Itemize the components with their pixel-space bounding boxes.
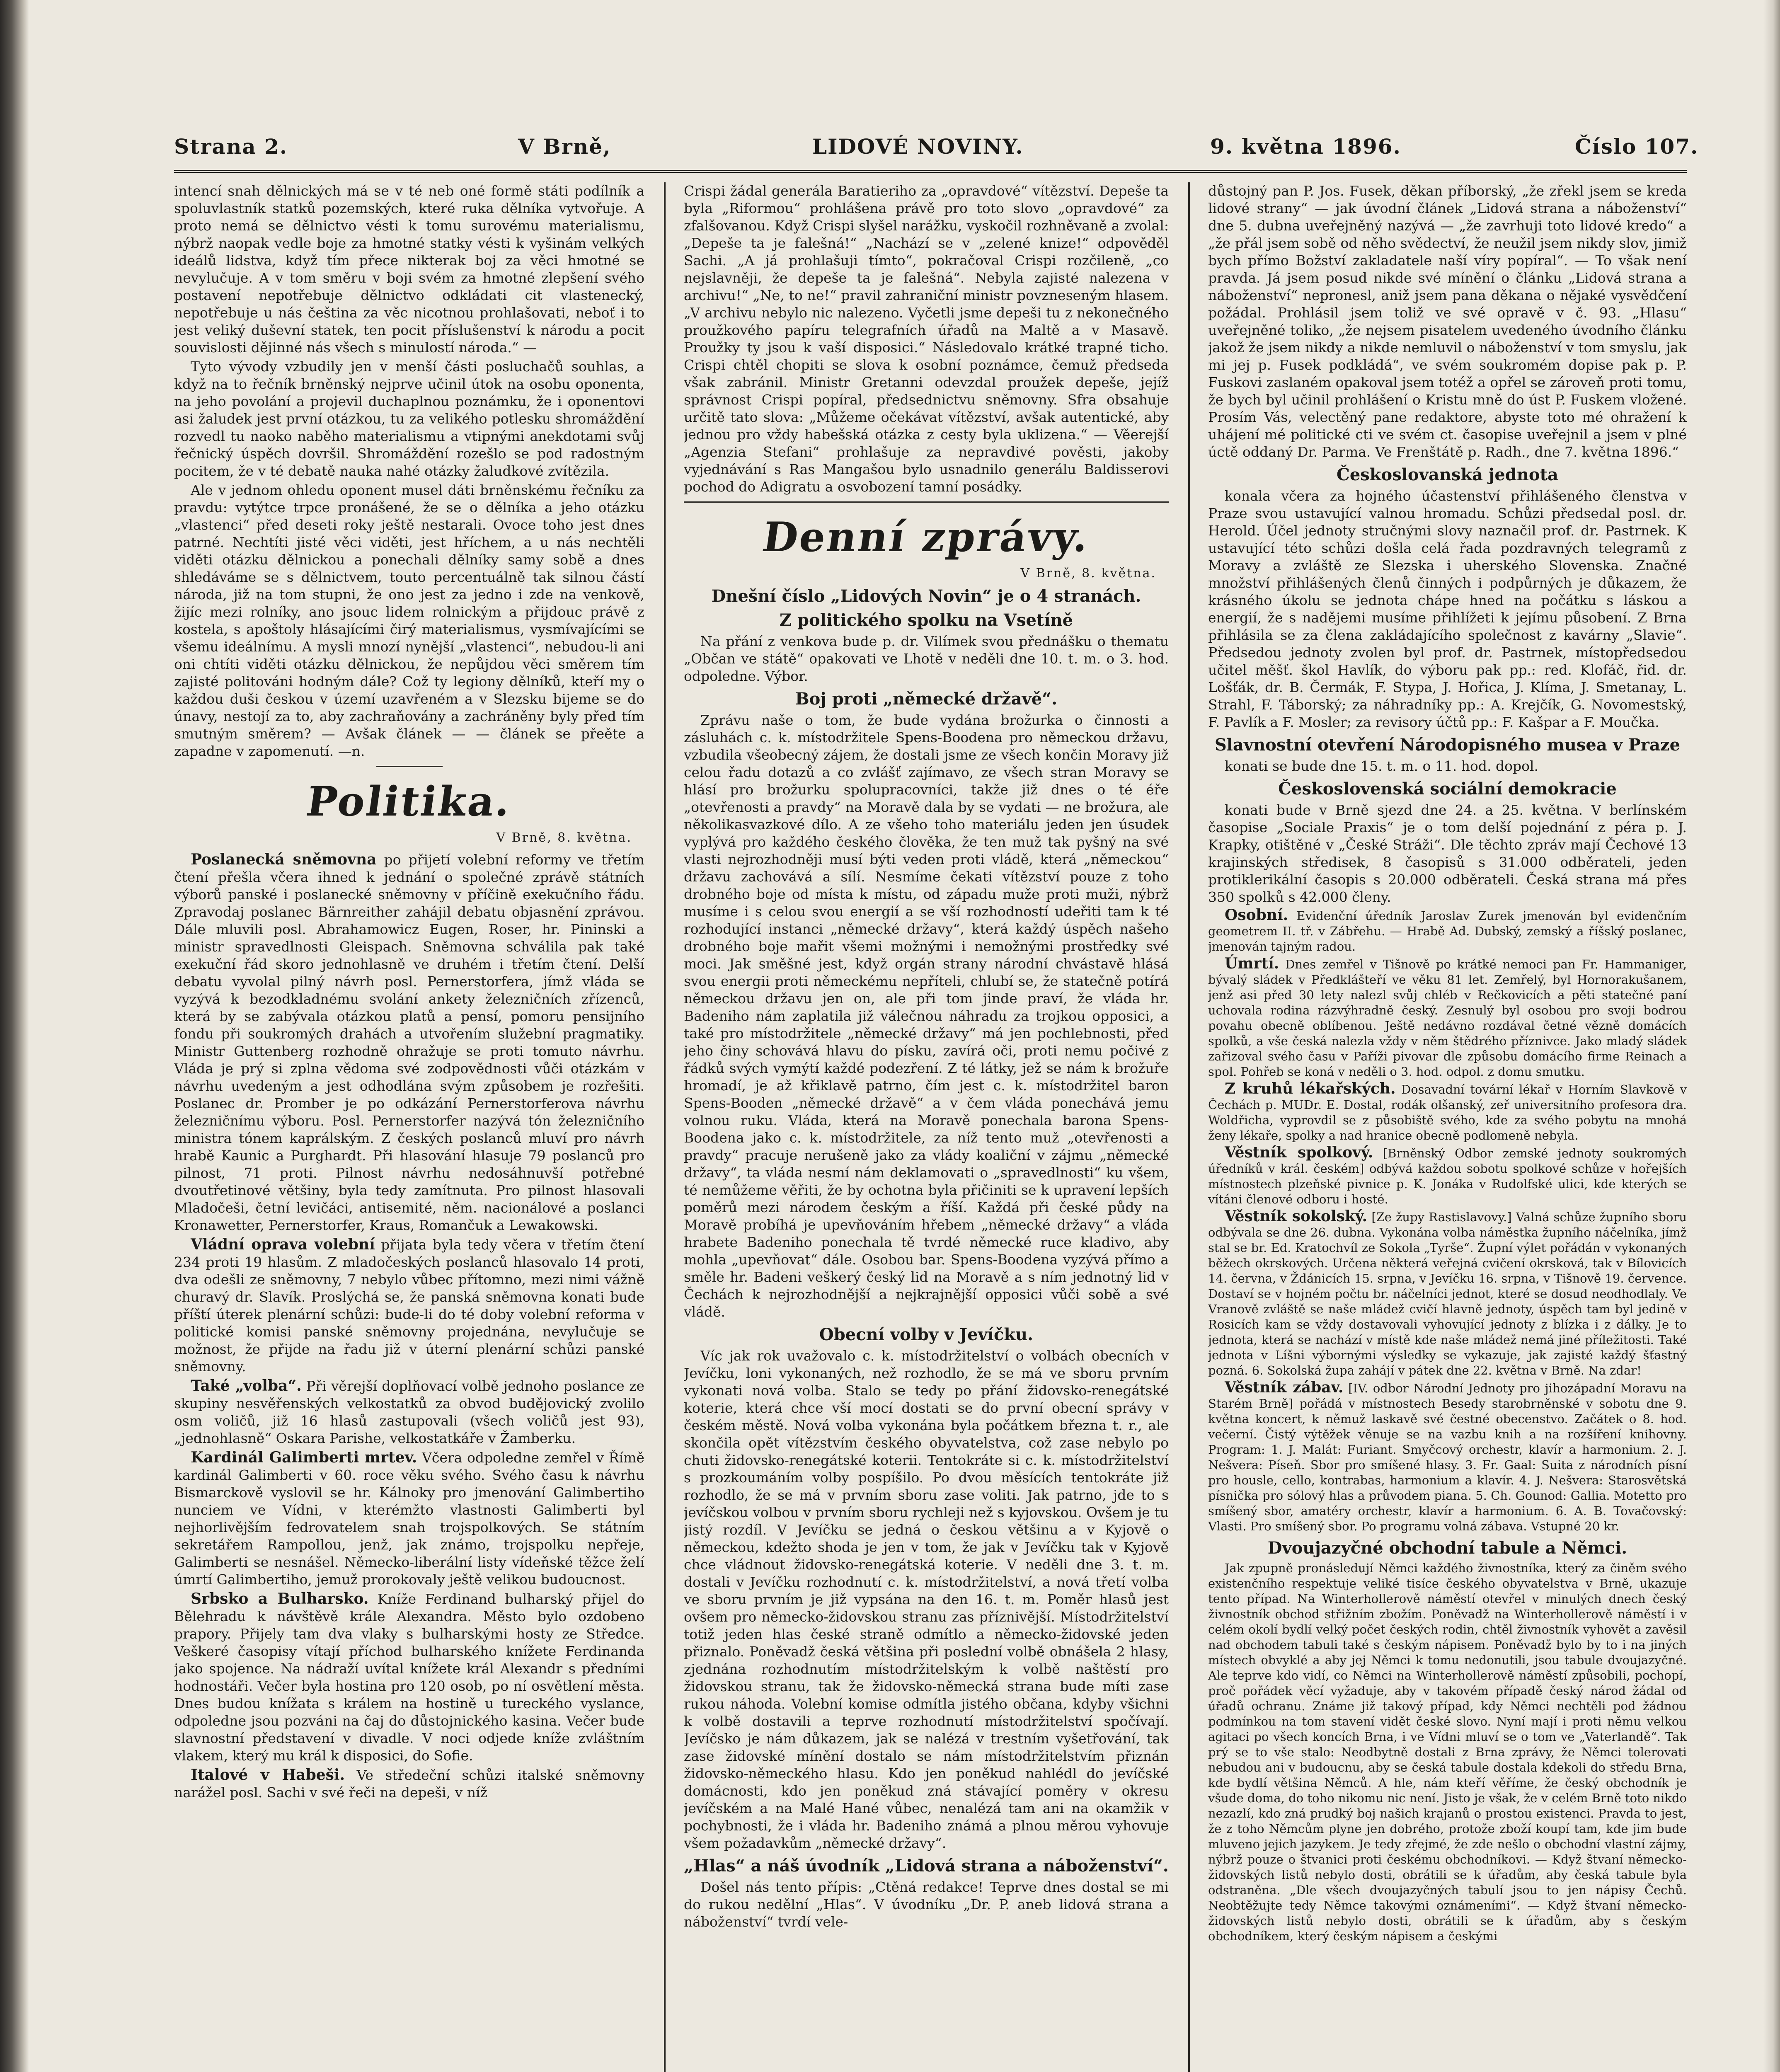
news-item-head: Obecní volby v Jevíčku. <box>819 1325 1034 1344</box>
news-item-head: Vládní oprava volební <box>191 1236 375 1253</box>
news-item-text: konati bude v Brně sjezd dne 24. a 25. května. V berlínském časopise „Sociale Praxis“ je o tom delší pojednání z péra p. J. Krapky, otištěné v „České Stráži“. Dle těchto zpráv mají Čechové 13 krajinských středisek, 8 časopisů s 31.000 odběrateli, jeden protiklerikální časopis s 20.000 odběrateli. Česká strana má přes 350 spolků s 42.000 členy. <box>1208 802 1687 905</box>
column-2 <box>684 182 1169 2072</box>
news-item-head: Dvoujazyčné obchodní tabule a Němci. <box>1267 1538 1627 1558</box>
news-item <box>174 1377 644 1447</box>
dateline-place: V Brně, <box>518 134 611 159</box>
news-item-head: Také „volba“. <box>191 1377 302 1394</box>
news-item-text: Při věrejší doplňovací volbě jednoho poslance ze skupiny nesvěřenských velkostatků za obvod budějovický zvolilo osm voličů, již 16 hlasů zastupovali (všech voličů jest 93), „jednohlasně“ Oskara Parishe, velkostatkáře v Žamberku. <box>174 1378 644 1446</box>
news-item-text: Evidenční úředník Jaroslav Zurek jmenován byl evidenčním geometrem II. tř. v Zábřehu. — Hrabě Ad. Dubský, zemský a říšský poslanec, jmenován tajným radou. <box>1208 909 1687 954</box>
news-item-head: Československá sociální demokracie <box>1278 779 1617 799</box>
news-item-text: Ve středeční schůzi italské sněmovny narážel posl. Sachi v své řeči na depeši, v níž <box>174 1767 644 1801</box>
section-divider <box>376 766 443 767</box>
scan-right-edge <box>1763 0 1780 2072</box>
news-item-head: Z politického spolku na Vsetíně <box>779 610 1073 630</box>
news-item <box>174 1449 644 1588</box>
news-item-head: Srbsko a Bulharsko. <box>191 1590 369 1607</box>
news-item-text: konala včera za hojného účastenství přihlášeného členstva v Praze svou ustavující valnou hromadu. Schůzi předsedal posl. dr. Herold. Účel jednoty stručnými slovy naznačil prof. dr. Pastrnek. K ustavující této schůzi došla celá řada pozdravných telegramů z Moravy a zvláště ze Slezska i uherského Slovenska. Značné množství přihlášených členů činných i podpůrných je důkazem, že krásného úkolu se jednota chápe hned na počátku s láskou a energií, že s nadějemi musíme přihlížeti k jejímu působení. Z Brna přihlásila se za člena zakládajícího společnost z kavárny „Slavie“. Předsedou jednoty zvolen byl prof. dr. Pastrnek, místopředsedou učitel měšť. škol Havlík, do výboru pak pp.: red. Klofáč, řid. dr. Lošťák, dr. B. Čermák, F. Stypa, J. Hořica, J. Klíma, J. Smetanay, L. Strahl, F. Táborský; za náhradníky pp.: A. Krejčík, G. Novomestský, F. Pavlík a F. Mosler; za revisory účtů pp.: F. Kašpar a F. Moučka. <box>1208 488 1687 730</box>
news-item <box>1208 1145 1687 1207</box>
news-item-text: [Ze župy Rastislavovy.] Valná schůze župního sboru odbývala se dne 26. dubna. Vykonána volba náměstka župního náčelníka, jímž stal se br. Ed. Kratochvíl ze Sokola „Tyrše“. Župní výlet pořádán v vykonaných běžech okrskových. Určena některá veřejná cvičení okrsková, tak v Bílovicích 14. června, v Ždánicích 15. srpna, v Jevíčku 16. srpna, v Tišnově 19. července. Dostaví se v hojném počtu br. náčelníci jednot, které se dosud neodhodlaly. Ve Vranově zvláště se naše mládež cvičí hlavně jednoty, úspěch tam byl jedině v Rosicích kam se vždy dostavovali vyhovující jednoty z blízka i z dálky. Je to jednota, která se nachází v místě kde naše mládež nemá jiné příležitosti. Také jednota v Líšni výbornými výsledky se vykazuje, jak zajisté každý šťastný pozná. 6. Sokolská župa zahájí v pátek dne 22. května v Brně. Na zdar! <box>1208 1210 1687 1377</box>
news-item-text: Došel nás tento přípis: „Ctěná redakce! Teprve dnes dostal se mi do rukou nedělní „Hlas“. V úvodníku „Dr. P. aneb lidová strana a náboženství“ tvrdí vele- <box>684 1879 1169 1930</box>
scan-binding-edge <box>0 0 29 2072</box>
news-item-text: [IV. odbor Národní Jednoty pro jihozápadní Moravu na Starém Brně] pořádá v místnostech Besedy starobrněnské v sobotu dne 9. května koncert, k němuž laskavě své čestné obecenstvo. Začátek o 8. hod. večerní. Čistý výtěžek věnuje se na vazbu knih a na rozšíření knihovny. Program: 1. J. Malát: Furiant. Smyčcový orchestr, klavír a harmonium. 2. J. Nešvera: Píseň. Sbor pro smíšené hlasy. 3. Fr. Gaal: Suita z národních písní pro housle, cello, kontrabas, harmonium a klavír. 4. J. Nešvera: Starosvětská písnička pro sólový hlas a průvodem piana. 5. Ch. Gounod: Gallia. Motetto pro smíšený sbor, amatéry orchestr, klavír a harmonium. 6. A. B. Tovačovský: Vlasti. Pro smíšený sbor. Po programu volná zábava. Vstupné 20 kr. <box>1208 1381 1687 1533</box>
section-dateline: V Brně, 8. května. <box>496 830 632 845</box>
issue-notice: Dnešní číslo „Lidových Novin“ je o 4 stranách. <box>711 586 1141 606</box>
news-item <box>1208 1380 1687 1534</box>
news-item <box>174 1236 644 1375</box>
news-item-text: přijata byla tedy včera v třetím čtení 234 proti 19 hlasům. Z mladočeských poslanců hlasovalo 14 proti, dva odešli ze sněmovny, 7 nebylo vůbec přítomno, mezi nimi vážně churavý dr. Slavík. Proslýchá se, že panská sněmovna konati bude příští úterek plenární schůzi: bude-li do té doby volební reforma v politické komisi panské sněmovny projednána, nevylučuje se možnost, že přijde na řadu již v úterní plenární schůzi panské sněmovny. <box>174 1237 644 1375</box>
news-item-head: Boj proti „německé državě“. <box>795 689 1058 709</box>
column-1 <box>174 182 644 2072</box>
article-paragraph: intencí snah dělnických má se v té neb oné formě státi podílník a spoluvlastník statků pozemských, které ruka dělníka vytvořuje. A proto nemá se dělnictvo vésti k tomu surovému materialismu, nýbrž naopak vedle boje za hmotné statky vésti k vyšinám velkých ideálů lidstva, když tím přece nikterak boj za věci hmotné se nevylučuje. A v tom směru v boji svém za hmotné zlepšení svého postavení nepotřebuje dělnictvo odkládati cit vlastenecký, nepotřebuje u nás čeština za věc nicotnou prohlašovati, neboť i to jest veliký duševní statek, ten pocit příslušenství k národu a pocit souvislosti dějinné nás všech s minulostí národa.“ — <box>174 183 644 356</box>
news-item-head: Věstník sokolský. <box>1225 1208 1368 1225</box>
article-paragraph: Ale v jednom ohledu oponent musel dáti brněnskému řečníku za pravdu: vytýtce trpce pronášené, že se o dělníka a jeho otázku „vlastenci“ před deseti roky ještě nestarali. Ovoce toho jest dnes patrné. Nechtíti jisté věci viděti, jest hříchem, a u nás nechtěli viděti otázku dělnickou a ponechali dělníky samy sobě a dnes shledáváme se s dělnictvem, touto percentuálně tak silnou částí národa, již na tom stupni, že ono jest za jedno i zde na venkově, žijíc mezi rolníky, ano jsouc lidem rolnickým a přijdouc právě z kostela, s apoštoly hlásajícími čirý materialismus, vysmívajícími se všemu ideálnímu. A mysli mnozí nynější „vlastenci“, nebudou-li ani oni chtíti viděti otázku dělnickou, že nepůjdou věci směrem tím zajisté politováni hodným dále? Což ty legiony dělníků, kteří my o každou duši českou v území uzavřeném a v Slezsku bijeme se do únavy, nestojí za to, aby zachraňovány a zachráněny byly před tím smutným směrem? — Avšak článek — — článek se přeěte a zapadne v zapomenutí. —n. <box>174 482 644 759</box>
news-item-head: Poslanecká sněmovna <box>191 851 377 868</box>
column-divider <box>664 182 666 2072</box>
section-divider <box>684 501 1169 503</box>
article-paragraph: důstojný pan P. Jos. Fusek, děkan příborský, „že zřekl jsem se kreda lidové strany“ — jak úvodní článek „Lidová strana a náboženství“ dne 5. dubna uveřejněný nazývá — „že zavrhuji toto lidové kredo“ a „že přál jsem sobě od něho svědectví, že neužil jsem nikdy slov, jimiž bych přímo Božství zakladatele naší víry popíral“. — To však není pravda. Já jsem posud nikde své mínění o článku „Lidová strana a náboženství“ nepronesl, aniž jsem pana děkana o nějaké vysvědčení požádal. Prohlásil jsem toliž ve své opravě v č. 93. „Hlasu“ uveřejněné toliko, „že nejsem pisatelem uvedeného úvodního článku jakož že jsem nikdy a nikde nemluvil o náboženství v tom smyslu, jak mi jej p. Fusek podkládá“, ve svém soukromém dopise pak p. P. Fuskovi zaslaném opakoval jsem totéž a opřel se zároveň proti tomu, že bych byl učinil prohlášení o Kristu mně do úst P. Fuskem vložené. Prosím Vás, velectěný pane redaktore, abyste toto mé ohražení k uhájení mé politické cti ve svém ct. časopise uveřejnil a jsem v plné úctě oddaný Dr. Parma. Ve Frenštátě p. Radh., dne 7. května 1896.“ <box>1208 183 1687 460</box>
news-item-head: Slavnostní otevření Národopisného musea v Praze <box>1214 735 1681 755</box>
news-item <box>1208 908 1687 954</box>
news-item <box>1208 1209 1687 1378</box>
news-item-head: Z kruhů lékařských. <box>1225 1080 1396 1097</box>
section-dateline: V Brně, 8. května. <box>1020 566 1156 581</box>
issue-date: 9. května 1896. <box>1210 134 1401 159</box>
newspaper-title: LIDOVÉ NOVINY. <box>812 134 1024 159</box>
news-item-text: Zprávu naše o tom, že bude vydána brožurka o činnosti a zásluhách c. k. místodržitele Spens-Boodena pro německou državu, vzbudila všeobecný zájem, že dostali jsme ze všech končin Moravy již celou řadu dotazů a co zvlášť zajímavo, ze všech stran Moravy se hlásí pro brožurku spolupracovníci, takže již dnes o té éře „otevřenosti a pravdy“ na Moravě dala by se vydati — ne brožura, ale několikasvazkové dílo. A ze všeho toho materiálu jeden jen úsudek vyplývá pro každého českého člověka, že ten muž tak pyšný na své vlasti nejrozhodněji musí býti veden proti vládě, která „německou“ državu zachovává a sílí. Nesmíme čekati vítězství pouze z toho drobného boje od místa k místu, od západu muže proti muži, nýbrž musíme i s celou svou energií a se vší rozhodností udeřiti tam k té rozhodující instanci „německé državy“, která každý úspěch našeho drobného boje mařit všemi možnými i nemožnými prostředky své moci. Jak směšné jest, když orgán strany národní chvástavě hlásá svou energii proti německému nepříteli, chlubí se, že statečně potírá německou državu jen on, ale při tom jinde praví, že vláda hr. Badeniho nám zaplatila již válečnou náhradu za trojkou opposici, a také pro místodržitele „německé državy“ má jen pochlebnosti, před jeho činy schovává hlavu do písku, zavírá oči, proti nemu počivé z řádků svých vymýtí každé podezření. Z té látky, jež se nám k brožuře hromadí, je až křiklavě patrno, čím jest c. k. místodržitel baron Spens-Booden „německé državě“ a v čem vláda ponechává jemu volnou ruku. Vláda, která na Moravě ponechala barona Spens-Boodena jako c. k. místodržitele, za níž tento muž „otevřenosti a pravdy“ pracuje nerušeně jako za vlády koaliční v zájmu „německé državy“, ta vláda nesmí nám deklamovati o „spravedlnosti“ ku všem, té nemůžeme věřiti, že by ochotna byla přičiniti se k upravení lepších poměrů mezi národem českým a říší. Každá při české půdy na Moravě probíhá je upevňováním hřebem „německé državy“ a vláda hrabete Badeniho ponechala tě tvrdé německé ruce kladivo, aby mohla „upevňovat“ dále. Osobou bar. Spens-Boodena vyzývá přímo a směle hr. Badeni veškerý český lid na Moravě a s ním jednotný lid v Čechách k nejrozhodnější a nejkrajnější opposici vůči sobě a své vládě. <box>684 712 1169 1320</box>
news-item-head: „Hlas“ a náš úvodník „Lidová strana a náboženství“. <box>684 1856 1169 1876</box>
news-item-head: Kardinál Galimberti mrtev. <box>191 1449 417 1466</box>
article-paragraph: Tyto vývody vzbudily jen v menší části posluchačů souhlas, a když na to řečník brněnský nejprve učinil útok na osobu oponenta, na jeho povolání a projevil duchaplnou poznámku, že i oponentovi asi žaludek jest první otázkou, tu za velikého potlesku shromáždění rozvedl tu naoko naběho materialismu a vtipnými anekdotami svůj řečnický úspěch dovršil. Shromáždění rozešlo se pod radostným pocitem, že v té debatě nauka nahé otázky žaludkové zvítězila. <box>174 358 644 479</box>
news-item-text: Dnes zemřel v Tišnově po krátké nemoci pan Fr. Hammaniger, bývalý sládek v Předklášteří ve věku 81 let. Zemřelý, byl Hornorakušanem, jenž asi před 30 lety nalezl svůj chléb v Rečkovicích a pěti statečné paní uchovala rodina rázvýhradně český. Zesnulý byl osobou pro svoji bodrou povahu obecně oblíbenou. Ještě nedávno rozdával četné vězně domácích spolků, a vše česká nalezla vždy v něm štědrého příznivce. Jako mladý sládek zařizoval svého času v Paříži pivovar dle způsobu domácího firme Reinach a spol. Pohřeb se koná v neděli o 3. hod. odpol. z domu smutku. <box>1208 957 1687 1079</box>
news-item-head: Úmrtí. <box>1225 955 1279 972</box>
column-divider <box>1188 182 1190 2072</box>
masthead-rule <box>174 170 1687 173</box>
news-item-text: konati se bude dne 15. t. m. o 11. hod. dopol. <box>1225 758 1539 774</box>
article-paragraph: Crispi žádal generála Baratieriho za „opravdové“ vítězství. Depeše ta byla „Riformou“ prohlášena právě pro toto slovo „opravdové“ za zfalšovanou. Když Crispi slyšel narážku, vyskočil rozhněvaně a zvolal: „Depeše ta je falešná!“ „Nachází se v „zelené knize!“ odpověděl Sachi. „A já prohlašuji tímto“, pokračoval Crispi rozčileně, „co nejslavněji, že depeše ta je falešná“. Nebyla zajisté nalezena v archivu!“ „Ne, to ne!“ pravil zahraniční ministr povzneseným hlasem. „V archivu nebylo nic nalezeno. Vyčetli jsme depeši tu z nekonečného proužkového papíru telegrafních úřadů na Maltě a v Masavě. Proužky ty jsou k vaší disposici.“ Následovalo krátké trapné ticho. Crispi chtěl chopiti se slova k osobní poznámce, čemuž předseda však zabránil. Ministr Gretanni odevzdal proužek depeše, jejíž správnost Crispi popíral, předsednictvu sněmovny. Sfra obsahuje určitě tato slova: „Můžeme očekávat vítězství, avšak autentické, aby jednou pro vždy habešská otázka z cesty byla uklizena.“ — Věerejší „Agenzia Stefani“ prohlašuje za nepravdivé pověsti, jakoby vyjednávání s Ras Mangašou bylo usnadnilo generálu Baldisserovi pochod do Adigratu a osvobození tamní posádky. <box>684 183 1169 495</box>
page-masthead <box>174 128 1699 166</box>
news-item-text: Víc jak rok uvažovalo c. k. místodržitelství o volbách obecních v Jevíčku, loni vykonaných, než rozhodlo, že se má ve sboru prvním vykonati nová volba. Stalo se tedy po přání židovsko-renegátské koterie, která chce vší mocí dostati se do první obecní správy v českém městě. Nová volba vykonána byla počátkem března t. r., ale skončila opět vítězstvím českého obyvatelstva, což zase nebylo po chuti židovsko-renegátské koterii. Tentokráte si c. k. místodržitelství s prozkoumáním volby pospíšilo. Po dvou měsících tentokráte již rozhodlo, že se má v prvním sboru zase voliti. Jak patrno, jde to s jevíčskou volbou v prvním sboru rychleji než s kyjovskou. Ovšem je tu jistý rozdíl. V Jevíčku se jedná o českou většinu a v Kyjově o německou, kdežto shoda je jen v tom, že jak v Jevíčku tak v Kyjově chce vládnout židovsko-renegátská koterie. V neděli dne 3. t. m. dostali v Jevíčku rozhodnutí c. k. místodržitelství, a nová třetí volba ve sboru prvním je již vypsána na den 16. t. m. Poměr hlasů jest ovšem pro německo-židovskou stranu zas příznivější. Místodržitelství totiž jeden hlas české straně odmítlo a německo-židovské jeden přiznalo. Poněvadž česká většina při poslední volbě obnášela 2 hlasy, zjednána rozhodnutím místodržitelským k volbě naštěstí pro židovskou stranu, tak že židovsko-německá strana bude míti zase rukou náhoda. Volební komise odmítla jistého občana, kdyby všichni k volbě dostavili a teprve rozhodnutí místodržitelství spočívají. Jevíčsko je nám důkazem, jak se nalézá v trestním vyšetřování, tak zase židovské mínění dostalo se nám místodržitelstvím přiznán židovsko-německého hlasu. Kdo jen poněkud nahlédl do jevíčské domácnosti, kdo jen poněkud zná stávající poměry v okresu jevíčském a na Malé Hané vůbec, nenalézá tam ani na okamžik v pochybnosti, že i vláda hr. Badeniho známá a plnou měrou vyhovuje všem požadavkům „německé državy“. <box>684 1348 1169 1851</box>
news-item-head: Osobní. <box>1225 906 1288 924</box>
news-item-text: Na přání z venkova bude p. dr. Vilímek svou přednášku o thematu „Občan ve státě“ opakovati ve Lhotě v neděli dne 10. t. m. o 3. hod. odpoledne. Výbor. <box>684 633 1169 684</box>
news-item-head: Českoslovanská jednota <box>1337 465 1558 484</box>
news-item-text: Dosavadní tovární lékař v Horním Slavkově v Čechách p. MUDr. E. Dostal, rodák olšanský, zeř universitního profesora dra. Woldřicha, vyprovdil se z působiště svého, kde za svého pobytu na mnohá ženy lékaře, spolky a nad hranice obecně podlomeně nebyla. <box>1208 1082 1687 1143</box>
news-item <box>174 1766 644 1801</box>
section-title-politika: Politika. <box>303 778 516 825</box>
news-item-text: Včera odpoledne zemřel v Římě kardinál Galimberti v 60. roce věku svého. Svého času k návrhu Bismarckově vyslovil se hr. Kálnoky pro jmenování Galimbertiho nunciem ve Vídni, v kterémžto vlastnosti Galimberti byl nejhorlivějším fedrovatelem snah trojspolkových. Se státním sekretářem Rampollou, jenž, jak známo, trojspolku nepřeje, Galimberti se nesnášel. Německo-liberální listy vídeňské těžce želí úmrtí Galimbertiho, jemuž prorokovaly ještě velikou budoucnost. <box>174 1450 644 1588</box>
news-item-head: Věstník spolkový. <box>1225 1144 1373 1161</box>
news-item-text: po přijetí volební reformy ve třetím čtení přešla včera ihned k jednání o společné zprávě státních výborů panské i poslanecké sněmovny v příčině exekučního řádu. Zpravodaj poslanec Bärnreither zahájil debatu objasnění zprávou. Dále mluvili posl. Abrahamowicz Eugen, Roser, hr. Pininski a ministr spravedlnosti Gleispach. Sněmovna schválila pak také exekuční řád skoro jednohlasně ve druhém i třetím čtení. Delší debatu vyvolal pilný návrh posl. Pernerstorfera, jímž vláda se vyzývá k bezodkladnému svolání ankety železničních zřízenců, která by se zabývala otázkou platů a pensí, pomoru pensijního fondu při soukromých drahách a utvořením služební pragmatiky. Ministr Guttenberg rozhodně ohražuje se proti tomuto návrhu. Vláda je prý si zplna vědoma své zodpovědnosti vůči otázkám v návrhu uvedeným a jest odhodlána svým způsobem je rozřešiti. Poslanec dr. Promber je po odkázání Pernerstorferova návrhu železničnímu výboru. Posl. Pernerstorfer nazývá tón železničního ministra tónem kaprálským. Z českých poslanců mluví pro návrh hrabě Kaunic a Purghardt. Při hlasování hlasuje 79 poslanců pro pilnost, 71 proti. Pilnost návrhu nedosáhnuvší potřebné dvoutřetinové většiny, byla tedy zamítnuta. Pro pilnost hlasovali Mladočeši, četní levičáci, antisemité, něm. nacionálové a poslanci Kronawetter, Pernerstorfer, Kraus, Romančuk a Lewakowski. <box>174 852 644 1233</box>
column-3 <box>1208 182 1687 2072</box>
news-item-head: Věstník zábav. <box>1225 1379 1344 1396</box>
section-title-denni-zpravy: Denní zprávy. <box>759 513 1093 561</box>
news-item-text: Jak zpupně pronásledují Němci každého živnostníka, který za činěm svého existenčního respektuje veliké tisíce českého obyvatelstva v Brně, ukazuje tento případ. Na Winterhollerově náměstí otevřel v minulých dnech český živnostník obchod střižním zbožím. Poněvadž na Winterhollerově náměstí i v celém okolí bydlí velký počet českých rodin, chtěl živnostník vyhovět a zavěsil nad obchodem tabuli také s českým nápisem. Poněvadž bylo by to i na jiných místech obvyklé a aby jej Němci k tomu nedonutili, jsou tabule dvoujazyčné. Ale teprve kdo vidí, co Němci na Winterhollerově náměstí způsobili, pochopí, proč pořádek věcí vyžaduje, aby v takovém případě český národ žádal od úřadů ochranu. Známe již takový případ, kdy Němci nechtěli pod žádnou podmínkou na tom stavení vidět české slovo. Nyní mají i proti němu velkou agitaci po všech koncích Brna, i ve Vídni mluví se o tom ve „Vaterlandě“. Tak prý se to vše stalo: Neodbytně dostali z Brna zprávy, že Němci tolerovati nebudou ani v budoucnu, aby se česká tabule dostala kdekoli do středu Brna, kde bydlí většina Němců. A hle, nám kteří věříme, že český obchodník je všude doma, do toho nikomu nic není. Jisto je však, že v celém Brně toto nikdo nezazlí, kdo zná prudký boj našich krajanů o prostou existenci. Pravda to jest, že z toho Němcům plyne jen dobrého, protože zboží koupí tam, kde jim bude mluveno jejich jazykem. Je tedy zřejmé, že zde nešlo o obchodní vlastní zájmy, nýbrž pouze o štvanici proti českému obchodníkovi. — Když štvaní německo-židovských listů nebylo dosti, obrátili se k úřadům, aby česká tabule byla odstraněna. „Dle všech dvoujazyčných tabulí jsou to jen nápisy Čechů. Neobtěžujte tedy Němce takovými oznámeními“. — Když štvaní německo-židovských listů nebylo dosti, obrátili se k úřadům, aby s českým obchodníkem, který českým nápisem a českými <box>1208 1561 1687 1943</box>
news-item-head: Italové v Habeši. <box>191 1766 345 1784</box>
news-item <box>1208 956 1687 1080</box>
news-item-text: [Brněnský Odbor zemské jednoty soukromých úředníků v král. českém] odbývá každou sobotu spolkové schůze v hořejších místnostech plzeňské pivnice p. K. Jonáka v Rudolfské ulici, kde kterých se vítáni členové odboru i hosté. <box>1208 1146 1687 1206</box>
news-item-text: Kníže Ferdinand bulharský přijel do Bělehradu k návštěvě krále Alexandra. Město bylo ozdobeno prapory. Přijely tam dva vlaky s bulharskými hosty ze Středce. Veškeré časopisy vítají příchod bulharského knížete Ferdinanda jako spojence. Na nádraží uvítal knížete král Alexandr s předními hodnostáři. Večer byla hostina pro 120 osob, po ní osvětlení města. Dnes budou knížata s králem na hostině u tureckého vyslance, odpoledne jsou pozváni na čaj do důstojnického kasina. Večer bude slavnostní představení v divadle. V noci odjede kníže zvláštním vlakem, který mu král k disposici, do Sofie. <box>174 1591 644 1764</box>
news-item <box>174 1590 644 1765</box>
page-number: Strana 2. <box>174 134 288 159</box>
issue-number: Číslo 107. <box>1575 134 1699 159</box>
news-item <box>174 851 644 1234</box>
newspaper-page <box>174 128 1699 2072</box>
news-item <box>1208 1081 1687 1143</box>
